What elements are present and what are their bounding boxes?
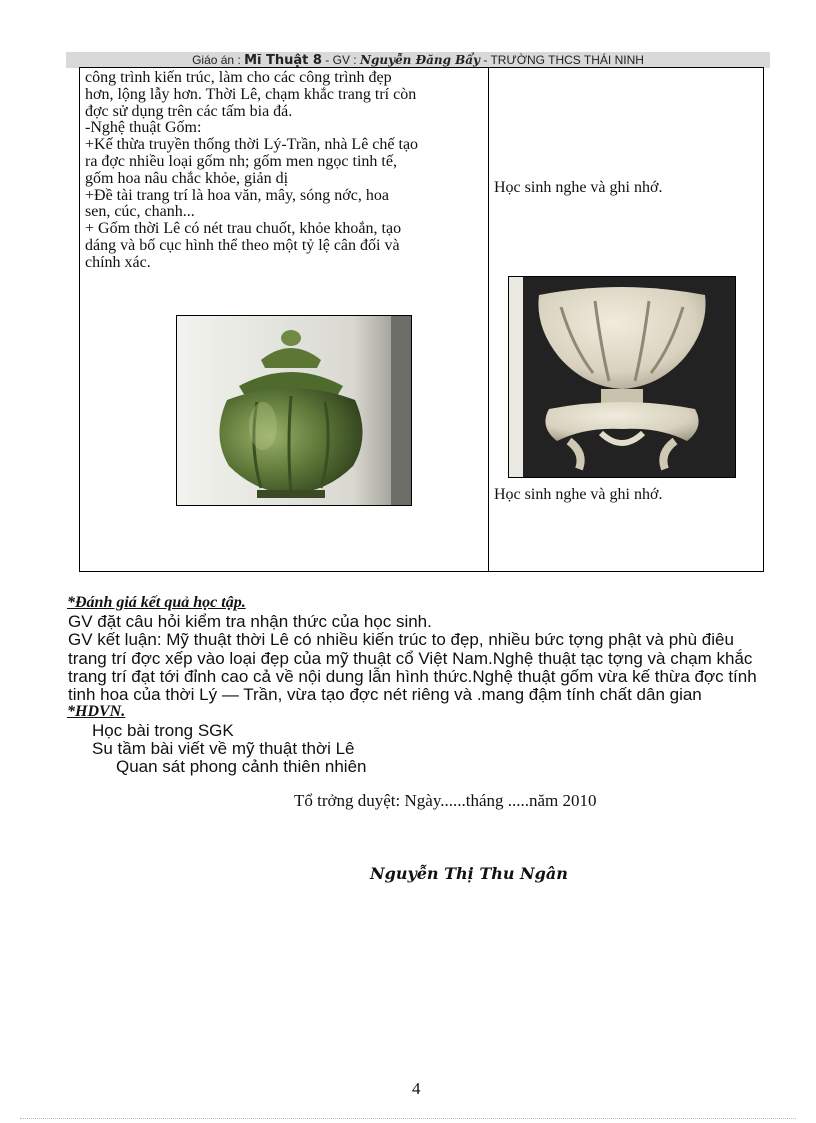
column-divider (488, 68, 489, 571)
header-gv-label: - GV : (321, 53, 360, 67)
signature-name: Nguyễn Thị Thu Ngân (370, 864, 568, 883)
assessment-heading: *Đánh giá kết quả học tập. (67, 594, 246, 611)
page-number: 4 (412, 1079, 421, 1098)
header-school: - TRƯỜNG THCS THÁI NINH (480, 53, 644, 67)
content-line: +Đề tài trang trí là hoa văn, mây, sóng nớc, hoa (85, 186, 389, 204)
homework-line: Su tầm bài viết về mỹ thuật thời Lê (92, 739, 355, 758)
content-line: + Gốm thời Lê có nét trau chuốt, khỏe khoắn, tạo (85, 220, 402, 238)
ceramic-jar-image (176, 315, 412, 506)
content-line: +Kế thừa truyền thống thời Lý-Trần, nhà Lê chế tạo (85, 136, 419, 154)
header-subject: Mĩ Thuật 8 (244, 53, 322, 68)
content-line: dáng và bố cục hình thể theo một tỷ lệ cân đối và (85, 236, 400, 254)
header-teacher: Nguyễn Đăng Bẩy (359, 53, 481, 67)
lesson-table (79, 67, 764, 572)
content-line: sen, cúc, chanh... (85, 203, 195, 221)
header-prefix: Giáo án : (192, 53, 245, 67)
assessment-line: trang trí đạt tới đỉnh cao cả về nội dung lẫn hình thức.Nghệ thuật gốm vừa kế thừa đợc tính (68, 667, 757, 686)
ceramic-jar-illustration (177, 316, 411, 505)
stone-vase-image (508, 276, 736, 478)
content-line: gốm hoa nâu chắc khỏe, giản dị (85, 169, 289, 187)
homework-line: Quan sát phong cảnh thiên nhiên (116, 757, 367, 776)
assessment-line: GV kết luận: Mỹ thuật thời Lê có nhiều kiến trúc to đẹp, nhiều bức tợng phật và phù điêu (68, 630, 734, 649)
assessment-line: tinh hoa của thời Lý — Trần, vừa tạo đợc nét riêng và .mang đậm tính chất dân gian (68, 685, 702, 704)
student-note: Học sinh nghe và ghi nhớ. (494, 486, 663, 503)
content-line: đợc sử dụng trên các tấm bia đá. (85, 102, 293, 120)
homework-heading: *HDVN. (67, 703, 126, 720)
content-line: chính xác. (85, 253, 151, 271)
student-note: Học sinh nghe và ghi nhớ. (494, 179, 663, 196)
assessment-line: GV đặt câu hỏi kiểm tra nhận thức của học sinh. (68, 612, 432, 631)
approval-line: Tổ trởng duyệt: Ngày......tháng .....năm 2010 (294, 791, 597, 810)
content-line: ra đợc nhiều loại gốm nh; gốm men ngọc tinh tế, (85, 152, 397, 170)
content-line: công trình kiến trúc, làm cho các công trình đẹp (85, 69, 392, 86)
assessment-line: trang trí đợc xếp vào loại đẹp của mỹ thuật cổ Việt Nam.Nghệ thuật tạc tợng và chạm khắc (68, 649, 753, 668)
teacher-content-column (85, 70, 483, 272)
content-line: -Nghệ thuật Gốm: (85, 119, 202, 137)
footer-rule (20, 1118, 796, 1119)
homework-line: Học bài trong SGK (92, 721, 234, 740)
content-line: hơn, lộng lẫy hơn. Thời Lê, chạm khắc trang trí còn (85, 85, 417, 103)
stone-vase-illustration (509, 277, 735, 477)
